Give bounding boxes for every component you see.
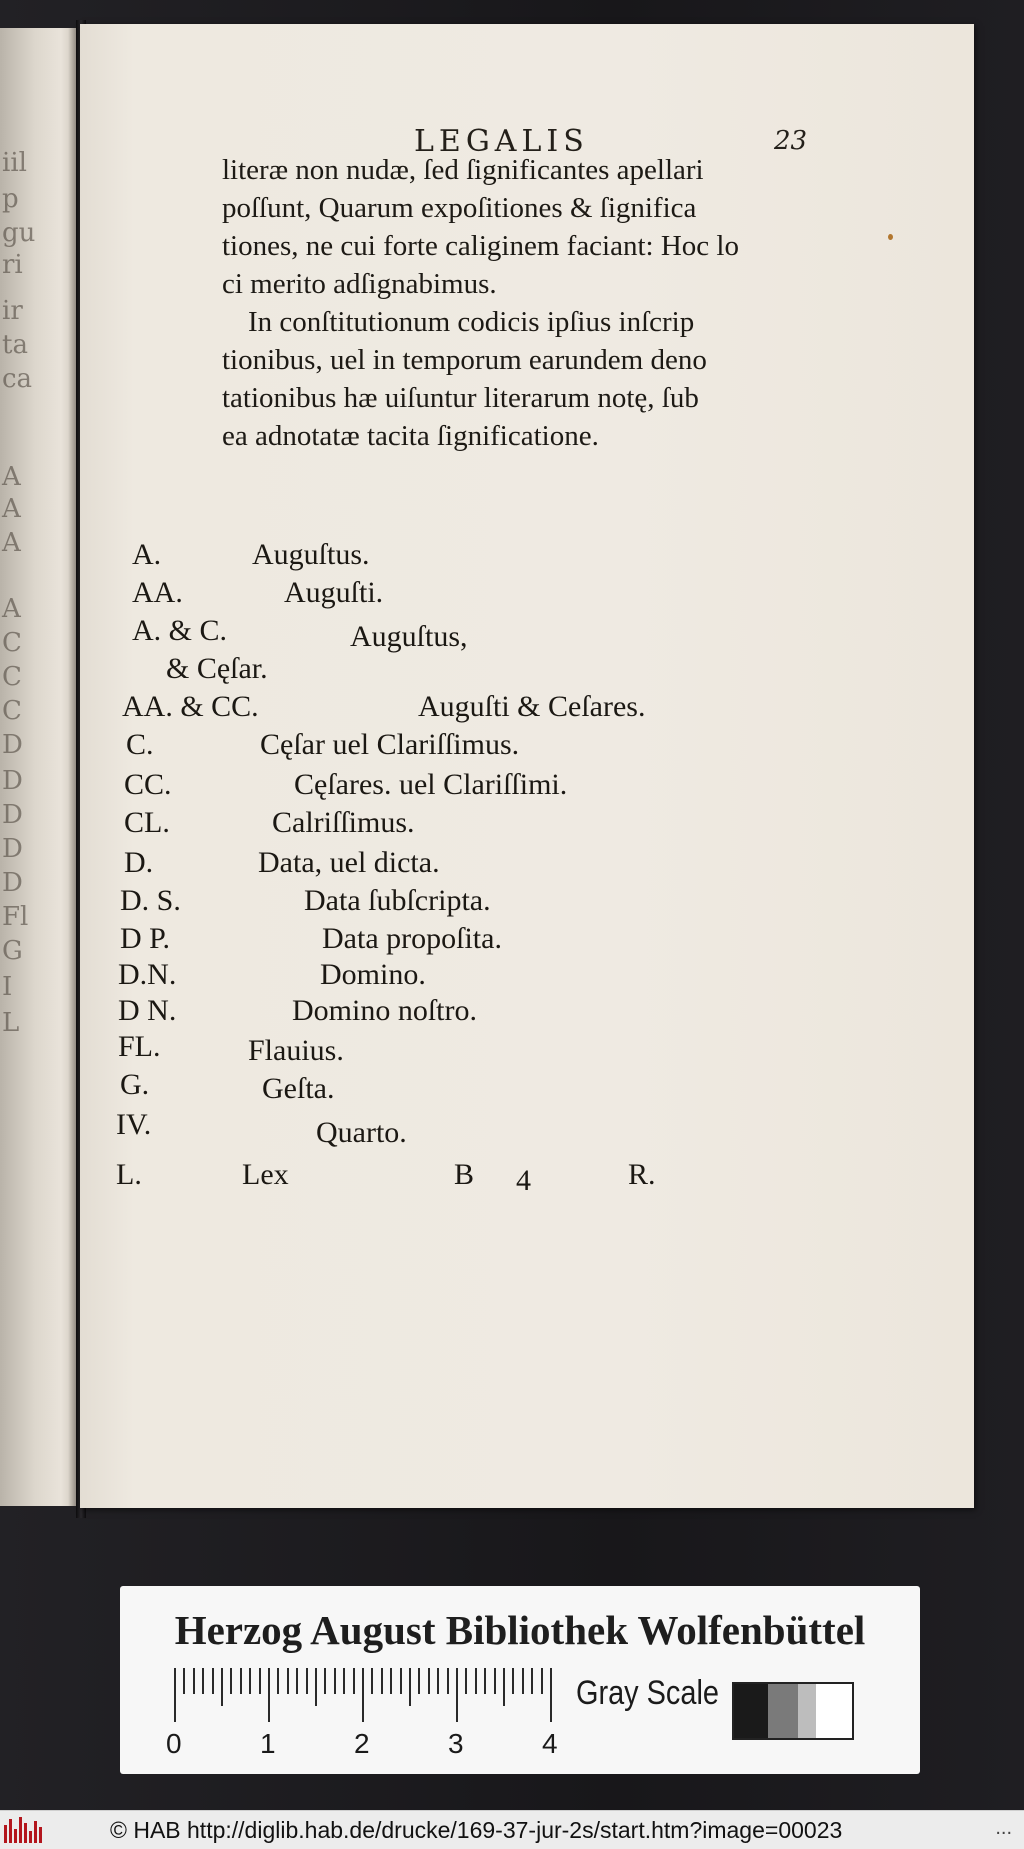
ruler-tick <box>447 1668 449 1694</box>
left-page-fragment: D <box>2 766 23 796</box>
body-line: tationibus hæ uiſuntur literarum notę, ſub <box>222 382 699 414</box>
ruler-tick <box>531 1668 533 1694</box>
abbreviation: D. <box>124 846 154 879</box>
left-page-fragment: G <box>2 936 23 966</box>
left-page-fragment: ca <box>2 364 33 394</box>
ruler-number: 3 <box>448 1728 464 1759</box>
abbreviation-meaning: Auguſtus. <box>252 538 370 571</box>
left-page-fragment: D <box>2 834 23 864</box>
ruler-tick <box>550 1668 552 1722</box>
previous-page-edge <box>0 28 76 1506</box>
abbreviation-meaning: Cęſar uel Clariſſimus. <box>260 728 520 761</box>
abbreviation-meaning: Domino noſtro. <box>292 994 477 1027</box>
abbreviation-meaning: & Cęſar. <box>166 652 268 685</box>
left-page-fragment: ta <box>2 330 28 360</box>
left-page-fragment: ri <box>2 250 23 280</box>
left-page-fragment: A <box>2 528 21 558</box>
ruler-tick <box>174 1668 176 1722</box>
ruler-tick <box>334 1668 336 1694</box>
body-line: literæ non nudæ, ſed ſignificantes apellari <box>222 154 704 186</box>
ruler-number: 4 <box>542 1728 558 1759</box>
left-page-fragment: Fl <box>2 902 29 932</box>
body-line: ea adnotatæ tacita ſignificatione. <box>222 420 599 452</box>
signature-number: 4 <box>516 1164 531 1197</box>
gray-scale-label: Gray Scale <box>576 1674 719 1712</box>
abbreviation: L. <box>116 1158 142 1191</box>
ruler-tick <box>268 1668 270 1722</box>
left-page-fragment: A <box>2 494 21 524</box>
ruler-tick <box>202 1668 204 1694</box>
ruler-tick <box>287 1668 289 1694</box>
abbreviation: CC. <box>124 768 172 801</box>
abbreviation-meaning: Auguſti. <box>284 576 384 609</box>
abbreviation: G. <box>120 1068 150 1101</box>
left-page-fragment: C <box>2 628 22 658</box>
abbreviation-meaning: Lex <box>242 1158 289 1191</box>
abbreviation-meaning: Domino. <box>320 958 426 991</box>
gray-scale-swatches <box>732 1682 854 1740</box>
left-page-fragment: iil <box>2 148 27 178</box>
ruler-tick <box>503 1668 505 1706</box>
abbreviation-meaning: Cęſares. uel Clariſſimi. <box>294 768 568 801</box>
book-page <box>80 24 974 1508</box>
copyright-caption: © HAB http://diglib.hab.de/drucke/169-37-jur-2s/start.htm?image=00023 <box>110 1816 843 1843</box>
ruler-tick <box>541 1668 543 1694</box>
catchword: R. <box>628 1158 656 1191</box>
abbreviation-meaning: Auguſti & Ceſares. <box>418 690 646 723</box>
ruler-tick <box>512 1668 514 1694</box>
abbreviation: A. <box>132 538 162 571</box>
abbreviation: FL. <box>118 1030 161 1063</box>
body-line: ci merito adſignabimus. <box>222 268 497 300</box>
hab-logo-icon[interactable] <box>4 1815 50 1845</box>
body-line: poſſunt, Quarum expoſitiones & ſignifica <box>222 192 697 224</box>
signature-mark: B <box>454 1158 475 1191</box>
ruler-tick <box>381 1668 383 1694</box>
abbreviation-meaning: Quarto. <box>316 1116 407 1149</box>
body-line: tionibus, uel in temporum earundem deno <box>222 344 707 376</box>
ruler-tick <box>259 1668 261 1694</box>
ruler-number: 2 <box>354 1728 370 1759</box>
ruler-tick <box>494 1668 496 1694</box>
abbreviation: A. & C. <box>132 614 228 647</box>
ruler-tick <box>400 1668 402 1694</box>
ruler-tick <box>306 1668 308 1694</box>
body-line: tiones, ne cui forte caliginem faciant: Hoc lo <box>222 230 739 262</box>
ruler-tick <box>212 1668 214 1694</box>
ruler-tick <box>353 1668 355 1694</box>
left-page-fragment: ir <box>2 296 23 326</box>
abbreviation: AA. <box>132 576 183 609</box>
left-page-fragment: C <box>2 696 22 726</box>
gray-swatch <box>768 1684 798 1738</box>
ruler-tick <box>522 1668 524 1694</box>
abbreviation: D.N. <box>118 958 177 991</box>
abbreviation: AA. & CC. <box>122 690 259 723</box>
library-name: Herzog August Bibliothek Wolfenbüttel <box>174 1607 866 1653</box>
abbreviation: D P. <box>120 922 171 955</box>
ruler-tick <box>418 1668 420 1694</box>
abbreviation: D. S. <box>120 884 181 917</box>
left-page-fragment: gu <box>2 218 36 248</box>
ruler-number: 1 <box>260 1728 276 1759</box>
abbreviation-meaning: Calriſſimus. <box>272 806 415 839</box>
ruler-tick <box>362 1668 364 1722</box>
left-page-fragment: p <box>2 184 19 214</box>
abbreviation: C. <box>126 728 154 761</box>
ruler-tick <box>390 1668 392 1694</box>
ruler-tick <box>428 1668 430 1694</box>
abbreviation-meaning: Data ſubſcripta. <box>304 884 491 917</box>
gray-swatch <box>734 1684 768 1738</box>
ruler-number: 0 <box>166 1728 182 1759</box>
ruler-tick <box>315 1668 317 1706</box>
abbreviation: D N. <box>118 994 177 1027</box>
ruler-tick <box>437 1668 439 1694</box>
left-page-fragment: A <box>2 462 21 492</box>
abbreviation-meaning: Data propoſita. <box>322 922 502 955</box>
left-page-fragment: A <box>2 594 21 624</box>
ruler-tick <box>409 1668 411 1706</box>
left-page-fragment: C <box>2 662 22 692</box>
body-line: In conſtitutionum codicis ipſius inſcrip <box>248 306 695 338</box>
ruler-tick <box>221 1668 223 1706</box>
more-options-icon[interactable]: ... <box>995 1817 1012 1839</box>
abbreviation: IV. <box>116 1108 152 1141</box>
ruler-tick <box>484 1668 486 1694</box>
caption-bar <box>0 1810 1024 1849</box>
abbreviation-meaning: Data, uel dicta. <box>258 846 440 879</box>
running-head: LEGALIS <box>414 124 589 159</box>
left-page-fragment: L <box>2 1008 20 1038</box>
ruler-tick <box>475 1668 477 1694</box>
ruler-tick <box>296 1668 298 1694</box>
paper-speck <box>888 234 893 240</box>
page-edge-shadow <box>68 28 76 1506</box>
gray-swatch <box>816 1684 852 1738</box>
left-page-fragment: I <box>2 972 13 1002</box>
ruler-tick <box>240 1668 242 1694</box>
ruler-tick <box>277 1668 279 1694</box>
gray-swatch <box>798 1684 816 1738</box>
centimeter-ruler <box>166 1668 574 1764</box>
left-page-fragment: D <box>2 868 23 898</box>
ruler-tick <box>343 1668 345 1694</box>
ruler-tick <box>183 1668 185 1694</box>
abbreviation-meaning: Flauius. <box>248 1034 344 1067</box>
abbreviation-meaning: Auguſtus, <box>350 620 468 653</box>
ruler-tick <box>193 1668 195 1694</box>
ruler-tick <box>230 1668 232 1694</box>
left-page-fragment: D <box>2 800 23 830</box>
ruler-tick <box>371 1668 373 1694</box>
ruler-tick <box>249 1668 251 1694</box>
abbreviation: CL. <box>124 806 170 839</box>
scale-card <box>120 1586 920 1774</box>
folio-number: 23 <box>774 126 808 156</box>
ruler-tick <box>324 1668 326 1694</box>
ruler-tick <box>456 1668 458 1722</box>
left-page-fragment: D <box>2 730 23 760</box>
abbreviation-meaning: Geſta. <box>262 1072 335 1105</box>
ruler-tick <box>465 1668 467 1694</box>
